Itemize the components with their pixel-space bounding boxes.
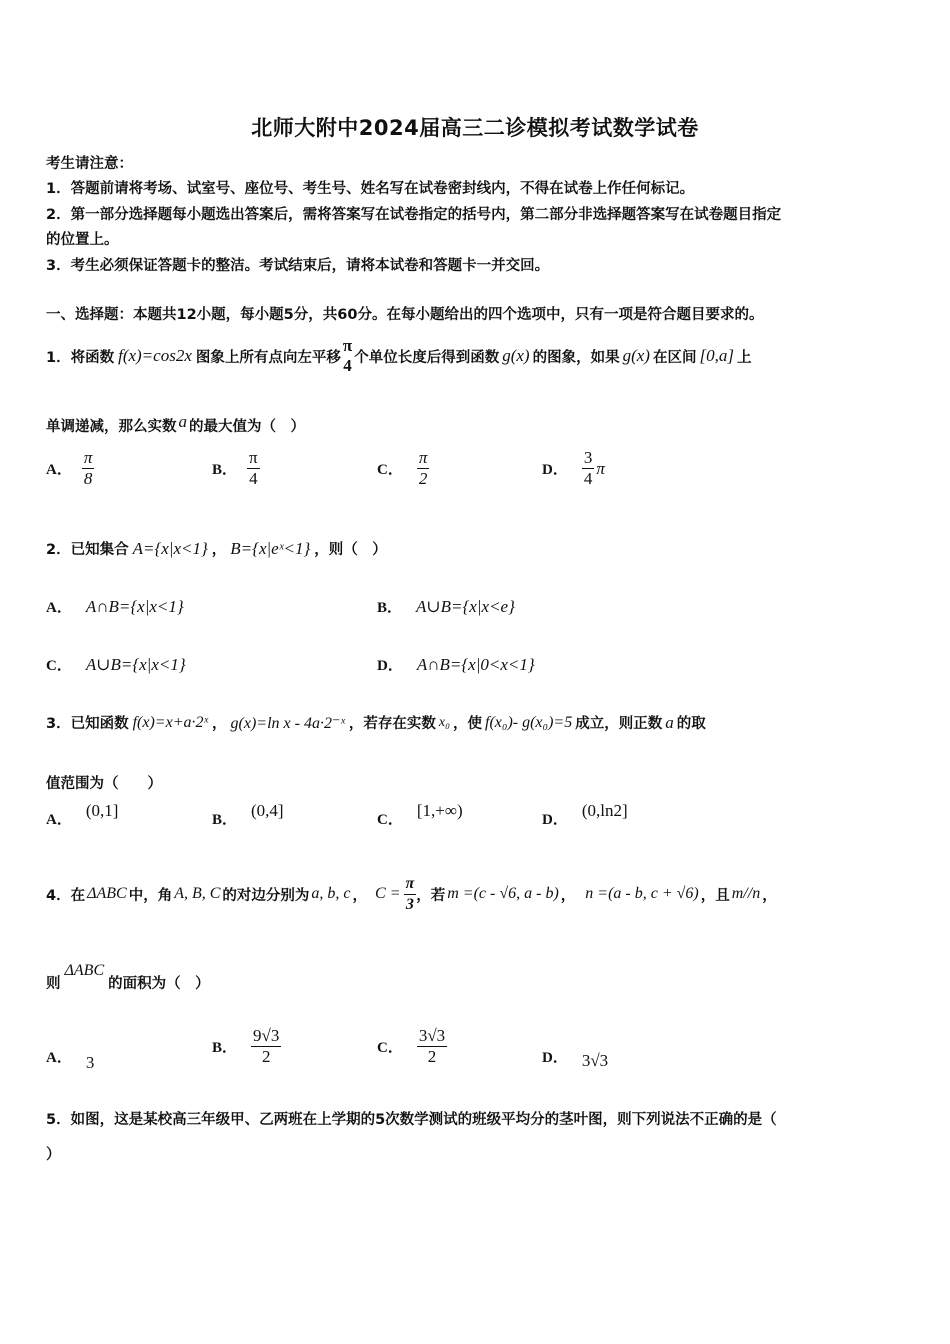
option-label: D． (542, 812, 568, 828)
q4-angles: A, B, C (174, 885, 221, 902)
q1-text-5: 在区间 (652, 349, 697, 366)
notice-item-2-cont: 的位置上。 (46, 232, 119, 248)
option-label: B． (212, 1040, 238, 1056)
fraction-num: 3√3 (418, 1026, 446, 1045)
q1-text-2: 图象上所有点向左平移 (195, 349, 341, 366)
option-label: C． (377, 812, 403, 828)
option-fraction (417, 1026, 447, 1067)
option-fraction (582, 448, 595, 489)
q2-option-d[interactable] (377, 654, 535, 675)
option-label: A． (46, 600, 72, 616)
fraction-num: 3 (583, 448, 593, 467)
q1-option-a[interactable] (46, 448, 94, 489)
q1-function-g-2: g(x) (622, 346, 650, 365)
q1-text-3: 个单位长度后得到函数 (354, 349, 500, 366)
fraction-den: 2 (417, 1046, 447, 1067)
question-4-line-1 (46, 866, 777, 922)
q2-option-c[interactable] (46, 654, 186, 675)
q1-interval: [0,a] (699, 346, 734, 365)
option-label: D． (542, 1050, 568, 1066)
option-expr: A∩B={x|x<1} (85, 596, 184, 616)
q4-triangle-2: ΔABC (64, 961, 105, 979)
q3-option-a[interactable] (46, 800, 119, 829)
q4-parallel: m//n (731, 885, 761, 902)
option-label: C． (377, 1040, 403, 1056)
q4-text-3: 的对边分别为 (222, 887, 310, 904)
q1-shift-num: π (342, 336, 353, 355)
q3-function-f: f(x)=x+a·2ˣ (132, 713, 209, 731)
q1-text-4: 的图象，如果 (532, 349, 620, 366)
q1-shift-fraction (341, 336, 354, 376)
fraction-num: π (249, 448, 258, 467)
question-3-line-2: 值范围为（ ） (46, 776, 162, 792)
fraction-den: 2 (417, 468, 430, 489)
q2-option-b[interactable] (377, 596, 515, 617)
q1-var-a: a (178, 412, 187, 431)
q3-x0: x₀ (438, 714, 450, 730)
question-3-line-1 (46, 712, 706, 733)
q4-triangle: ΔABC (87, 885, 127, 902)
question-2 (46, 538, 387, 559)
option-expr: 3√3 (581, 1050, 609, 1070)
q4-sides: a, b, c (311, 885, 351, 902)
option-label: D． (542, 462, 568, 478)
fraction-num: 9√3 (253, 1026, 280, 1045)
q2-text-2: ，则（ ） (314, 542, 387, 558)
q3-text-5: 的取 (676, 716, 706, 732)
q3-condition: f(x₀)- g(x₀)=5 (485, 713, 573, 731)
q4-vector-n: n =(a - b, c + √6) (585, 885, 699, 902)
q4-option-d[interactable] (542, 1046, 609, 1070)
page-title: 北师大附中2024届高三二诊模拟考试数学试卷 (251, 116, 699, 140)
q3-text-1: 3．已知函数 (46, 716, 129, 732)
q1-option-d[interactable] (542, 448, 605, 489)
fraction-den: 4 (583, 469, 593, 488)
q3-sep: ， (212, 716, 227, 732)
q4-text-1: 4．在 (46, 887, 86, 904)
option-label: A． (46, 812, 72, 828)
q3-option-b[interactable] (212, 800, 284, 829)
question-4-line-2 (46, 961, 210, 992)
option-fraction (82, 448, 95, 489)
q3-text-4: 成立，则正数 (575, 716, 663, 732)
fraction-num: π (418, 448, 428, 467)
q1-text-6: 上 (736, 349, 752, 366)
q3-option-c[interactable] (377, 800, 463, 829)
q1-function-g: g(x) (502, 346, 530, 365)
option-fraction (417, 448, 430, 489)
q1-text-1: 1．将函数 (46, 349, 115, 366)
q4-text-5: ，若 (416, 887, 446, 904)
option-label: B． (212, 462, 238, 478)
option-label: B． (377, 600, 403, 616)
fraction-den: 3 (404, 894, 417, 915)
fraction-den: 4 (247, 468, 260, 489)
q3-text-3: ，使 (453, 716, 482, 732)
q4-option-a[interactable] (46, 1046, 95, 1072)
q4-text-8: ， (762, 887, 777, 904)
question-5-line-2: ） (46, 1147, 61, 1163)
q3-var-a: a (665, 712, 674, 732)
q2-set-a: A={x|x<1} (132, 538, 208, 558)
notice-item-2: 2．第一部分选择题每小题选出答案后，需将答案写在试卷指定的括号内，第二部分非选择题答案写在试卷题目指定 (46, 207, 782, 223)
option-label: B． (212, 812, 238, 828)
q4-text-6: ， (560, 887, 576, 904)
q3-text-2: ，若存在实数 (348, 716, 436, 732)
option-label: A． (46, 1050, 72, 1066)
q4-text-7: ，且 (700, 887, 730, 904)
fraction-den: 8 (82, 468, 95, 489)
notice-item-1: 1．答题前请将考场、试室号、座位号、考生号、姓名写在试卷密封线内，不得在试卷上作任何标记。 (46, 181, 695, 197)
q3-function-g: g(x)=ln x - 4a·2⁻ˣ (230, 714, 345, 732)
option-expr: (0,ln2] (581, 800, 628, 820)
question-1-line-1 (46, 328, 751, 384)
option-expr: A∪B={x|x<1} (85, 654, 186, 674)
q4-text-9: 则 (46, 976, 61, 992)
fraction-num: π (405, 874, 415, 892)
question-5-line-1: 5．如图，这是某校高三年级甲、乙两班在上学期的5次数学测试的班级平均分的茎叶图，则下列说法不正确的是（ (46, 1112, 777, 1128)
q1-option-b[interactable] (212, 448, 260, 489)
q1-function-f: f(x)=cos2x (118, 346, 192, 365)
option-expr: A∩B={x|0<x<1} (416, 654, 535, 674)
q4-text-10: 的面积为（ ） (108, 976, 210, 992)
q4-angle-c: C = (375, 885, 401, 902)
q4-option-c[interactable] (377, 1026, 447, 1067)
option-suffix: π (596, 458, 605, 478)
q1-shift-den: 4 (343, 356, 352, 375)
option-expr: (0,4] (251, 800, 284, 820)
notice-heading: 考生请注意： (46, 156, 133, 172)
q2-set-b: B={x|eˣ<1} (230, 538, 311, 558)
fraction-den: 2 (251, 1046, 281, 1067)
notice-item-3: 3．考生必须保证答题卡的整洁。考试结束后，请将本试卷和答题卡一并交回。 (46, 258, 550, 274)
q2-option-a[interactable] (46, 596, 184, 617)
q1-text-8: 的最大值为（ ） (189, 419, 305, 435)
q4-angle-c-fraction (404, 874, 417, 915)
q4-vector-m: m =(c - √6, a - b) (447, 885, 559, 902)
option-label: D． (377, 658, 403, 674)
option-expr: [1,+∞) (416, 800, 463, 820)
option-fraction (251, 1026, 281, 1067)
fraction-num: π (83, 448, 93, 467)
section-heading: 一、选择题：本题共12小题，每小题5分，共60分。在每小题给出的四个选项中，只有一项是符合题目要求的。 (46, 307, 764, 323)
q4-text-4: ， (352, 887, 368, 904)
question-1-line-2 (46, 412, 305, 436)
q3-option-d[interactable] (542, 800, 628, 829)
q2-text-1: 2．已知集合 (46, 542, 129, 558)
option-label: C． (46, 658, 72, 674)
q4-option-b[interactable] (212, 1026, 281, 1067)
q1-option-c[interactable] (377, 448, 429, 489)
option-label: A． (46, 462, 72, 478)
q2-sep: ， (211, 542, 227, 558)
option-expr: (0,1] (85, 800, 119, 820)
option-fraction (247, 448, 260, 489)
option-expr: A∪B={x|x<e} (416, 596, 515, 616)
option-label: C． (377, 462, 403, 478)
option-expr: 3 (85, 1052, 95, 1072)
q4-text-2: 中，角 (128, 887, 173, 904)
q1-text-7: 单调递减，那么实数 (46, 419, 177, 435)
